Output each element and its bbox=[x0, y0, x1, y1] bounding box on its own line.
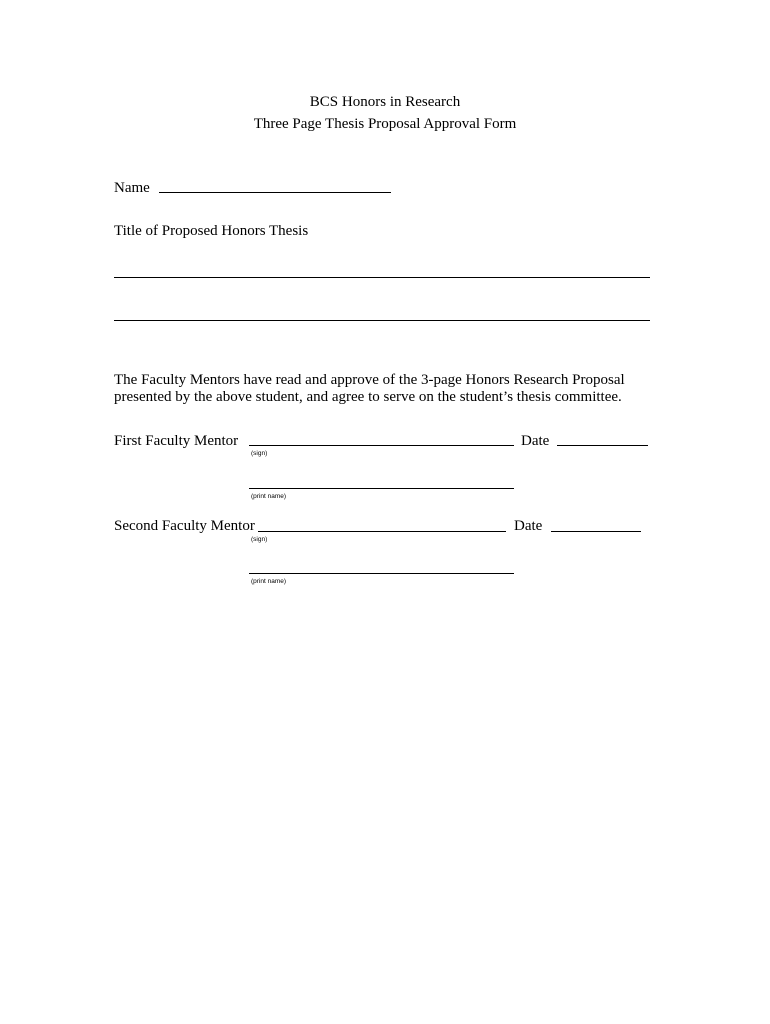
thesis-title-line-2[interactable] bbox=[114, 320, 650, 321]
second-mentor-date-line[interactable] bbox=[551, 531, 641, 532]
second-mentor-date-label: Date bbox=[514, 518, 543, 534]
form-title: BCS Honors in Research bbox=[309, 94, 461, 110]
name-label: Name bbox=[114, 180, 150, 196]
thesis-title-label: Title of Proposed Honors Thesis bbox=[114, 223, 309, 239]
second-mentor-label: Second Faculty Mentor bbox=[114, 518, 255, 534]
first-mentor-print-hint: (print name) bbox=[251, 493, 287, 500]
first-mentor-sign-line[interactable] bbox=[249, 445, 514, 446]
approval-statement-line-2: presented by the above student, and agree to serve on the student’s thesis committee. bbox=[114, 389, 622, 405]
name-field-line[interactable] bbox=[159, 192, 391, 193]
first-mentor-date-line[interactable] bbox=[557, 445, 648, 446]
first-mentor-label: First Faculty Mentor bbox=[114, 433, 239, 449]
first-mentor-print-line[interactable] bbox=[249, 488, 514, 489]
second-mentor-print-line[interactable] bbox=[249, 573, 514, 574]
second-mentor-print-hint: (print name) bbox=[251, 578, 287, 585]
form-subtitle: Three Page Thesis Proposal Approval Form bbox=[253, 116, 517, 132]
second-mentor-sign-line[interactable] bbox=[258, 531, 506, 532]
thesis-title-line-1[interactable] bbox=[114, 277, 650, 278]
second-mentor-sign-hint: (sign) bbox=[251, 536, 268, 543]
first-mentor-sign-hint: (sign) bbox=[251, 450, 268, 457]
first-mentor-date-label: Date bbox=[521, 433, 550, 449]
approval-statement-line-1: The Faculty Mentors have read and approve of the 3-page Honors Research Proposal bbox=[114, 372, 625, 388]
